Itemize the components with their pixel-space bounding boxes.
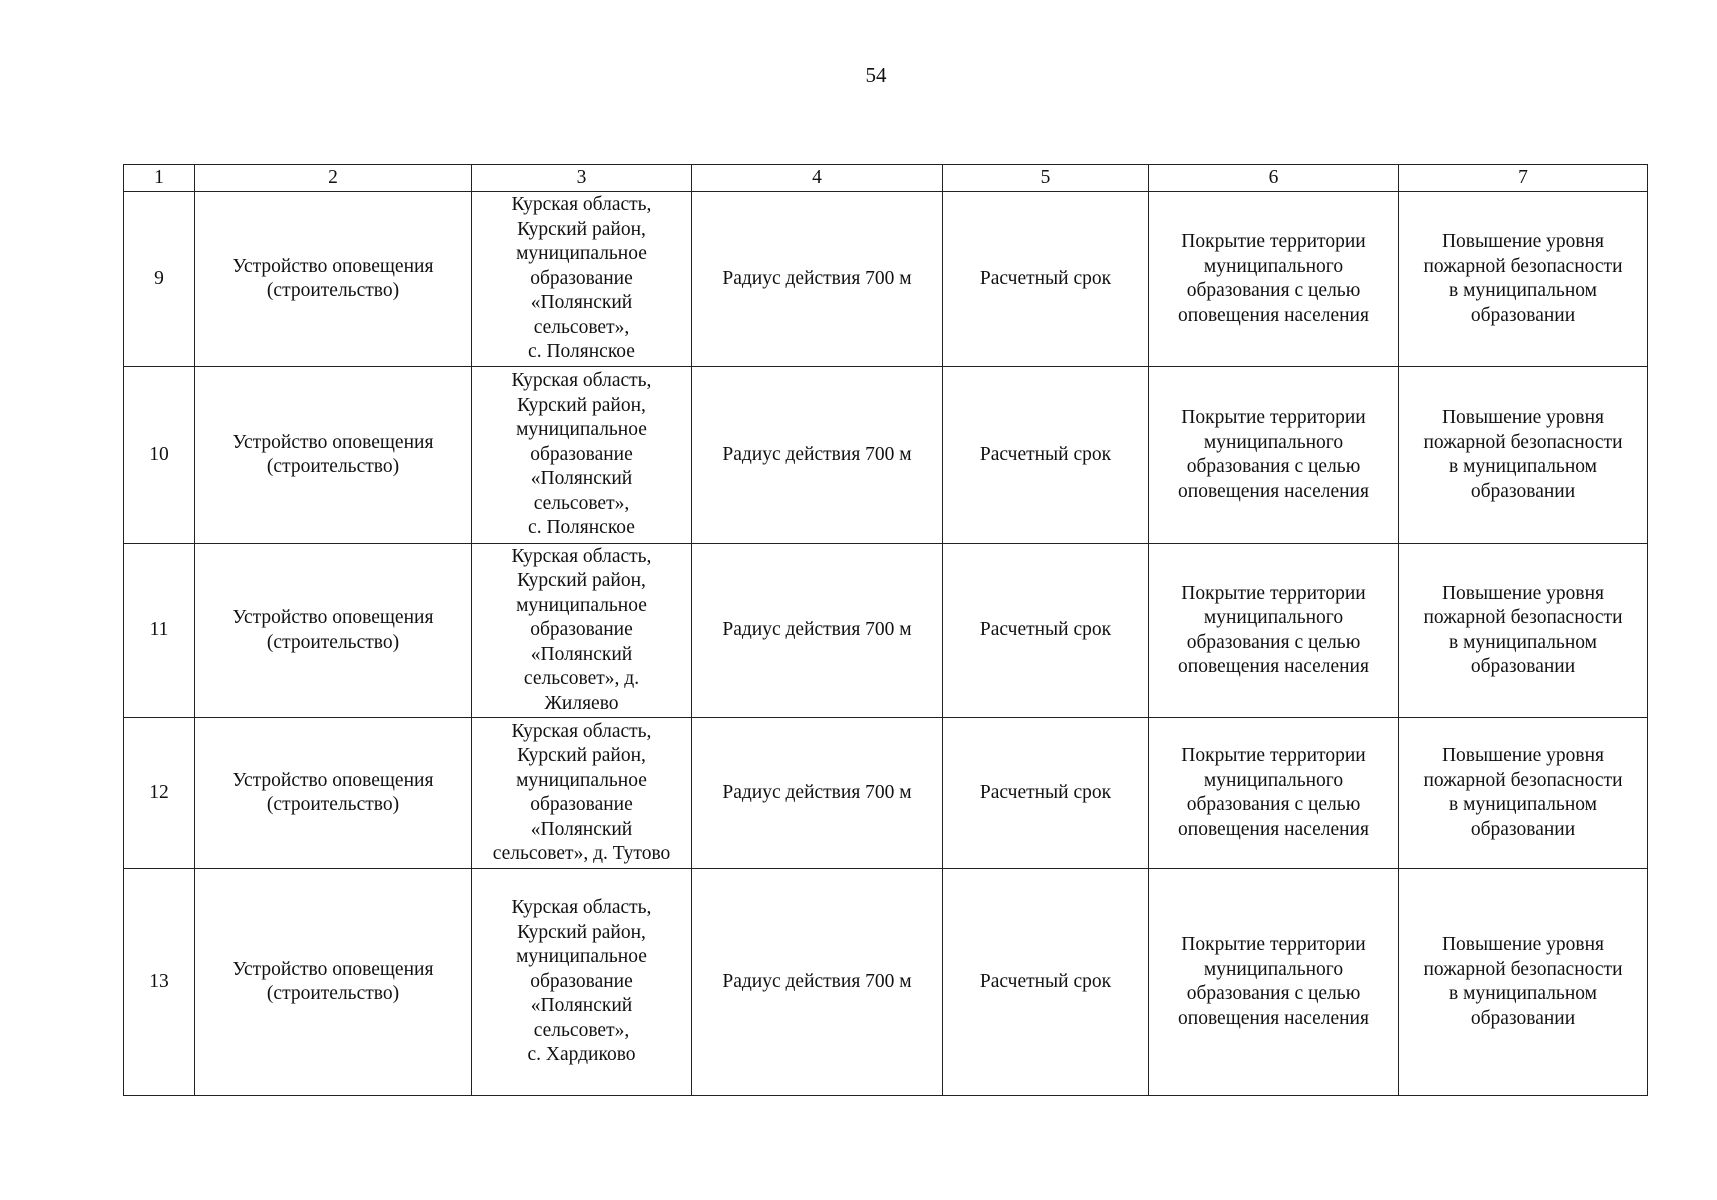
row-number: 9 [124, 192, 195, 367]
measure-purpose: Покрытие территории муниципального образования с целью оповещения населения [1149, 718, 1399, 869]
measure-parameters: Радиус действия 700 м [692, 192, 943, 367]
measure-parameters: Радиус действия 700 м [692, 367, 943, 544]
column-header-7: 7 [1399, 165, 1648, 192]
measure-location: Курская область, Курский район, муниципальное образование «Полянский сельсовет», д. Жиляево [472, 544, 692, 718]
measure-parameters: Радиус действия 700 м [692, 544, 943, 718]
table-row [124, 544, 1648, 718]
measure-effect: Повышение уровня пожарной безопасности в муниципальном образовании [1399, 192, 1648, 367]
column-header-1: 1 [124, 165, 195, 192]
table-row [124, 869, 1648, 1096]
measure-parameters: Радиус действия 700 м [692, 718, 943, 869]
column-header-4: 4 [692, 165, 943, 192]
row-number: 13 [124, 869, 195, 1096]
measure-effect: Повышение уровня пожарной безопасности в муниципальном образовании [1399, 544, 1648, 718]
measure-purpose: Покрытие территории муниципального образования с целью оповещения населения [1149, 367, 1399, 544]
measure-location: Курская область, Курский район, муниципальное образование «Полянский сельсовет», с. Полянское [472, 367, 692, 544]
measure-term: Расчетный срок [943, 869, 1149, 1096]
measure-location: Курская область, Курский район, муниципальное образование «Полянский сельсовет», д. Тутово [472, 718, 692, 869]
table-row [124, 718, 1648, 869]
column-header-6: 6 [1149, 165, 1399, 192]
measure-term: Расчетный срок [943, 544, 1149, 718]
measure-effect: Повышение уровня пожарной безопасности в муниципальном образовании [1399, 869, 1648, 1096]
column-header-5: 5 [943, 165, 1149, 192]
measure-term: Расчетный срок [943, 192, 1149, 367]
column-header-3: 3 [472, 165, 692, 192]
table-header [124, 165, 1648, 192]
measure-name: Устройство оповещения (строительство) [195, 718, 472, 869]
header-row [124, 165, 1648, 192]
measure-name: Устройство оповещения (строительство) [195, 869, 472, 1096]
measure-location: Курская область, Курский район, муниципальное образование «Полянский сельсовет», с. Полянское [472, 192, 692, 367]
measure-name: Устройство оповещения (строительство) [195, 192, 472, 367]
table-row [124, 367, 1648, 544]
row-number: 11 [124, 544, 195, 718]
row-number: 12 [124, 718, 195, 869]
measure-purpose: Покрытие территории муниципального образования с целью оповещения населения [1149, 192, 1399, 367]
column-header-2: 2 [195, 165, 472, 192]
measure-effect: Повышение уровня пожарной безопасности в муниципальном образовании [1399, 718, 1648, 869]
measure-name: Устройство оповещения (строительство) [195, 544, 472, 718]
measure-term: Расчетный срок [943, 367, 1149, 544]
measure-purpose: Покрытие территории муниципального образования с целью оповещения населения [1149, 544, 1399, 718]
measure-parameters: Радиус действия 700 м [692, 869, 943, 1096]
row-number: 10 [124, 367, 195, 544]
page-number: 54 [865, 63, 887, 87]
measure-location: Курская область, Курский район, муниципальное образование «Полянский сельсовет», с. Хардиково [472, 869, 692, 1096]
measure-purpose: Покрытие территории муниципального образования с целью оповещения населения [1149, 869, 1399, 1096]
measure-term: Расчетный срок [943, 718, 1149, 869]
table-row [124, 192, 1648, 367]
measures-table [123, 164, 1648, 1096]
measure-effect: Повышение уровня пожарной безопасности в муниципальном образовании [1399, 367, 1648, 544]
measure-name: Устройство оповещения (строительство) [195, 367, 472, 544]
table-body [124, 192, 1648, 1096]
